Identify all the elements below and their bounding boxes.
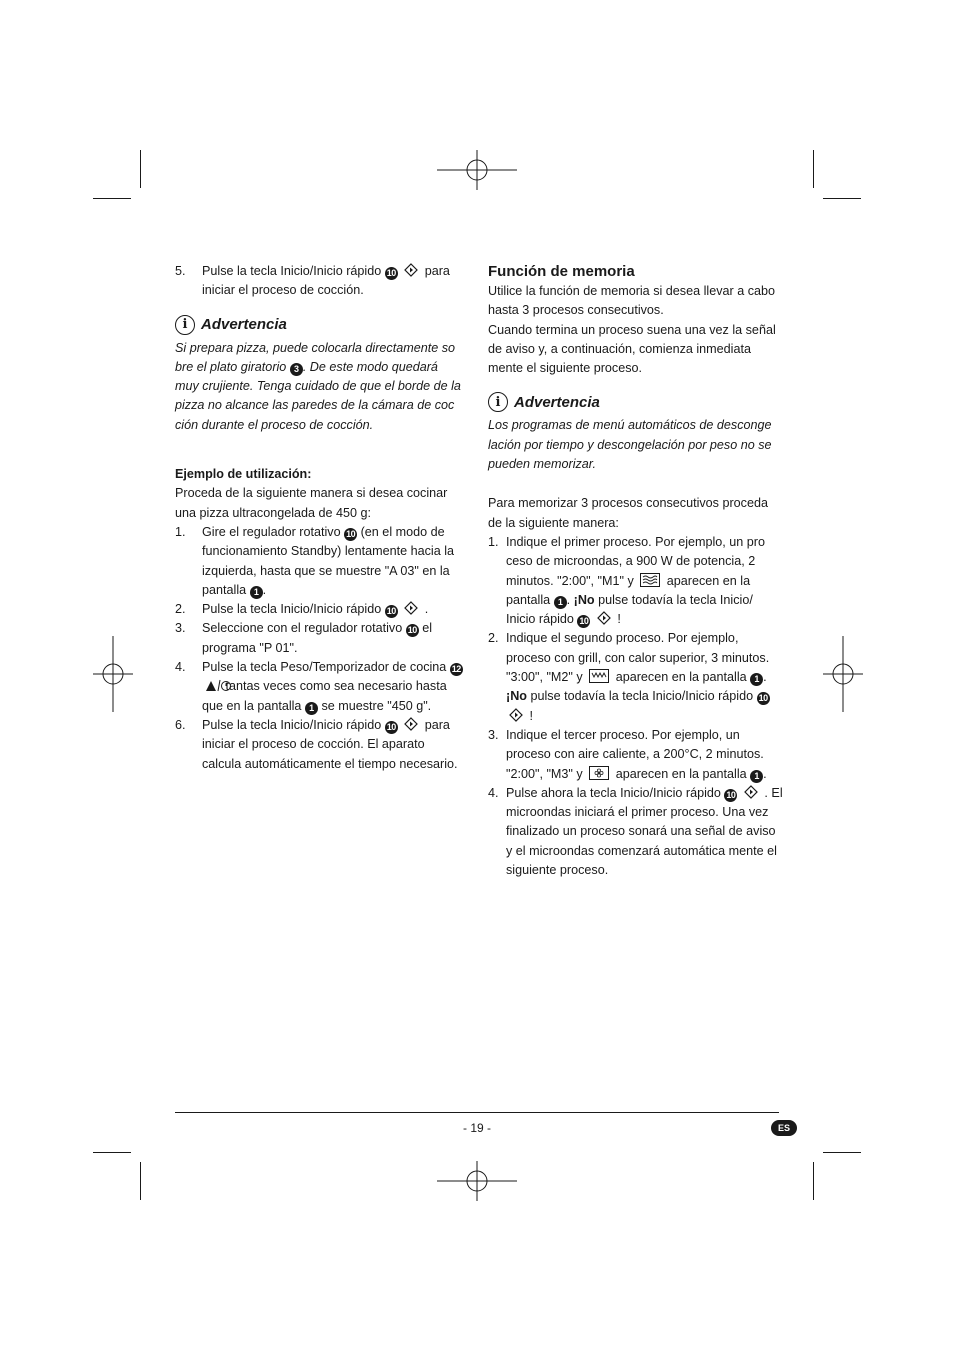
intro-paragraph: Para memorizar 3 procesos consecutivos proceda de la siguiente manera: [488,496,768,530]
registration-mark-top [437,150,517,190]
ref-number-badge: 10 [386,268,396,278]
weight-timer-icon [205,678,219,692]
start-key-icon [404,263,418,277]
start-key-icon [509,708,523,722]
ref-number-badge: 1 [554,596,567,609]
ref-number-badge: 10 [346,528,356,539]
example-steps [175,523,465,774]
list-item: 1. Gire el regulador rotativo 10 (en el modo de funcionamiento Standby) lentamente hacia la izquierda, hasta que se muestre "A 03" en la pantalla 1 . [175,524,455,597]
ref-number-badge: 10 [407,625,417,636]
info-icon: i [175,315,195,335]
step-text: para iniciar el proceso de cocción. [202,264,450,298]
warning-title: Advertencia [201,315,287,333]
intro-paragraph: Proceda de la siguiente manera si desea cocinar una pizza ultracongelada de 450 g: [175,486,448,520]
ref-number-badge: 1 [750,770,763,783]
step-number: 5. [175,264,186,278]
footer-rule [175,1112,779,1113]
warning-heading [175,315,465,335]
registration-mark-bottom [437,1161,517,1201]
list-item [175,262,465,301]
paragraph: Cuando termina un proceso suena una vez la señal de aviso y, a continuación, comienza inmediata mente el siguiente proceso. [488,322,776,376]
language-badge: ES [771,1120,797,1136]
ref-number-badge: 10 [726,789,736,800]
ref-number-badge: 10 [758,693,768,704]
warning-text: Los programas de menú automáticos de desconge lación por tiempo y descongelación por peso no se pueden memorizar. [488,418,772,472]
registration-mark-right [823,636,863,712]
warning-title: Advertencia [514,393,600,411]
list-item: 3. Seleccione con el regulador rotativo 10 el programa "P 01". [175,621,433,655]
registration-mark-left [93,636,133,712]
left-column [175,262,465,774]
list-item: 1. Indique el primer proceso. Por ejemplo, un pro ceso de microondas, a 900 W de potencia, 2 minutos. "2:00", "M1" y aparecen en la pantalla 1 . ¡No pulse todavía la tecla Inicio/ Inicio rápido 10 ! [488,534,766,627]
list-item: 6. Pulse la tecla Inicio/Inicio rápido 10 para iniciar el proceso de cocción. El aparato calcula automáticamente el tiempo necesario. [175,717,458,771]
grill-mode-icon [589,669,609,683]
start-key-icon [404,717,418,731]
step-5-list [175,262,465,301]
ref-number-badge: 1 [250,586,263,599]
microwave-mode-icon [640,573,660,587]
step-text: Pulse la tecla Inicio/Inicio rápido [202,264,382,278]
start-key-icon [404,601,418,615]
ref-number-badge: 10 [386,721,396,732]
warning-text: Si prepara pizza, puede colocarla directamente so bre el plato giratorio 3 . De este modo quedará muy crujiente. Tenga cuidado de que el borde de la pizza no alcance las paredes de la cámara de coc ción durante el proceso de cocción. [175,340,461,432]
ref-number-badge: 10 [386,606,396,617]
section-heading: Función de memoria [488,263,635,280]
list-item: 4. Pulse la tecla Peso/Temporizador de cocina 12 tantas veces como sea necesario hasta que en la pantalla 1 se muestre "450 g". [175,660,461,713]
start-key-icon [744,785,758,799]
info-icon: i [488,392,508,412]
list-item: 3. Indique el tercer proceso. Por ejemplo, un proceso con aire caliente, a 200°C, 2 minutos. "2:00", "M3" y aparecen en la pantalla 1 . [488,727,767,781]
convection-fan-icon [589,766,609,780]
list-item: 2. Indique el segundo proceso. Por ejemplo, proceso con grill, con calor superior, 3 minutos. "3:00", "M2" y aparecen en la pantalla 1 . ¡No pulse todavía la tecla Inicio/Inicio rápido 10 ! [488,631,770,723]
right-column [488,262,784,880]
ref-number-badge: 12 [451,664,461,675]
ref-number-badge: 10 [579,616,589,627]
paragraph: Utilice la función de memoria si desea llevar a cabo hasta 3 procesos consecutivos. [488,284,775,318]
list-item: 2. Pulse la tecla Inicio/Inicio rápido 10 . [175,602,429,617]
memory-steps [488,533,784,880]
list-item: 4. Pulse ahora la tecla Inicio/Inicio rápido 10 . El microondas iniciará el primer proceso. Una vez finalizado un proceso sonará una señal de aviso y el microondas comenzará automática mente el siguiente proceso. [488,785,783,878]
page-number: - 19 - [462,1121,491,1135]
warning-heading [488,392,784,412]
ref-number-badge: 1 [305,702,318,715]
section-heading: Ejemplo de utilización: [175,467,312,482]
start-key-icon [597,611,611,625]
ref-number-badge: 3 [290,363,303,376]
ref-number-badge: 1 [750,673,763,686]
